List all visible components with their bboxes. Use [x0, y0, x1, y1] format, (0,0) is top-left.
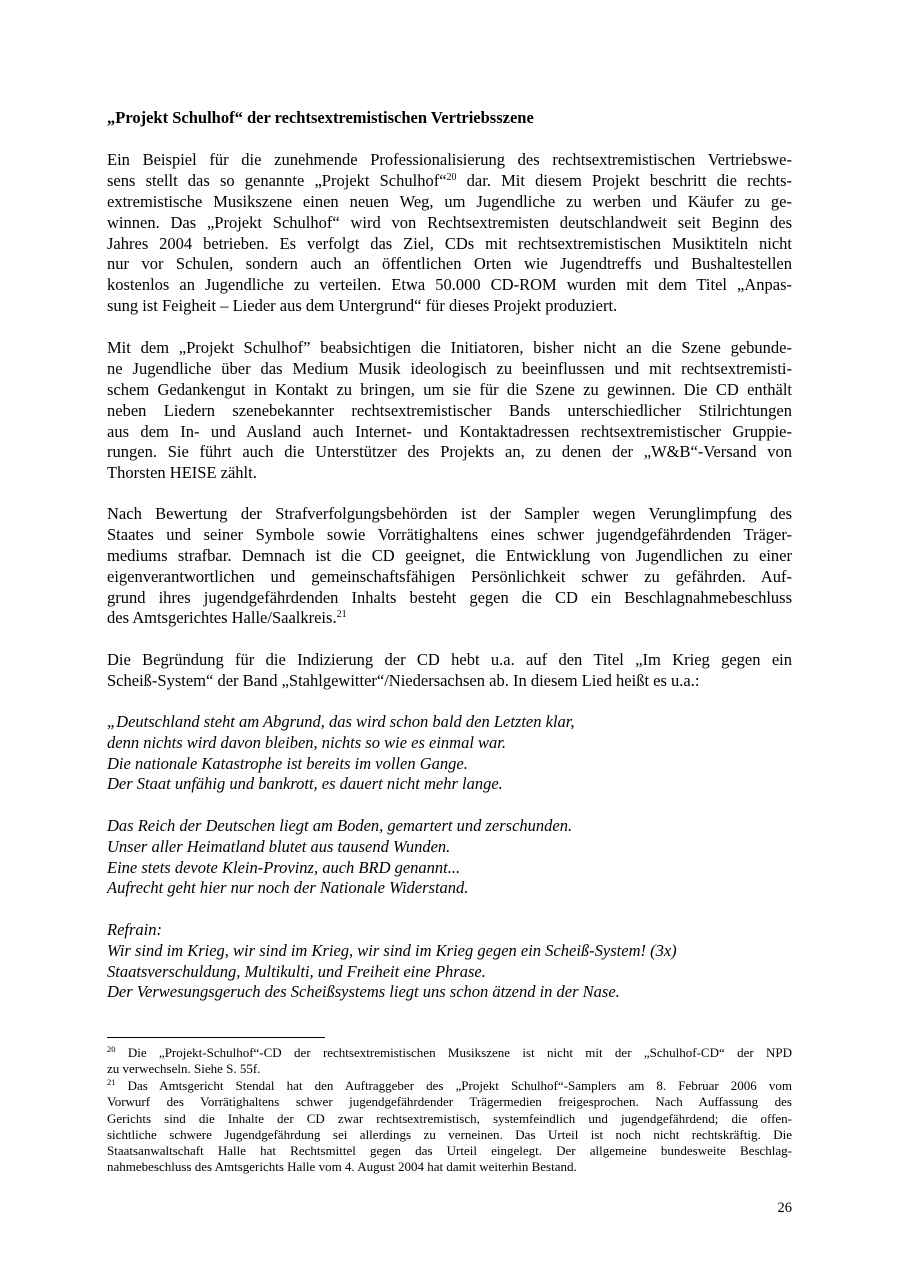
text-line: Jahres 2004 betrieben. Es verfolgt das Ziel, CDs mit rechtsextremistischen Musiktiteln nicht: [107, 233, 792, 253]
footnote-line: Vorwurf des Vorrätighaltens schwer jugendgefährdender Trägermedien freigesprochen. Nach Auffassung des: [107, 1094, 792, 1110]
paragraph-legal-assessment: [107, 504, 792, 629]
lyric-line: Der Verwesungsgeruch des Scheißsystems liegt uns schon ätzend in der Nase.: [107, 982, 620, 1002]
lyric-line: Unser aller Heimatland blutet aus tausend Wunden.: [107, 836, 451, 856]
lyric-line: Die nationale Katastrophe ist bereits im vollen Gange.: [107, 753, 468, 773]
text-line: Ein Beispiel für die zunehmende Professionalisierung des rechtsextremistischen Vertriebswe-: [107, 150, 792, 169]
text-line: grund ihres jugendgefährdenden Inhalts besteht gegen die CD ein Beschlagnahmebeschluss: [107, 587, 792, 607]
lyrics-verse-1: [107, 712, 792, 795]
lyric-line: Der Staat unfähig und bankrott, es dauert nicht mehr lange.: [107, 774, 503, 794]
text-line: [107, 608, 792, 629]
lyric-line: denn nichts wird davon bleiben, nichts so wie es einmal war.: [107, 732, 507, 752]
text-line: extremistische Musikszene einen neuen Weg, um Jugendliche zu werben und Käufer zu ge-: [107, 191, 792, 211]
lyric-line: Aufrecht geht hier nur noch der Nationale Widerstand.: [107, 878, 469, 898]
footnote-line: zu verwechseln. Siehe S. 55f.: [107, 1061, 261, 1077]
footnote-line: nahmebeschluss des Amtsgerichts Halle vom 4. August 2004 hat damit weiterhin Bestand.: [107, 1159, 577, 1175]
text-line: ne Jugendliche über das Medium Musik ideologisch zu beeinflussen und mit rechtsextremisti-: [107, 358, 792, 378]
text-line: Mit dem „Projekt Schulhof” beabsichtigen die Initiatoren, bisher nicht an die Szene gebunde-: [107, 338, 792, 357]
footnote-line: Staatsanwaltschaft Halle hat Rechtsmittel gegen das Urteil eingelegt. Der allgemeine bundesweite Beschlag-: [107, 1143, 792, 1159]
footnote-number: 20: [107, 1044, 116, 1054]
paragraph-indexing: [107, 650, 792, 692]
paragraph-initiators: [107, 338, 792, 484]
lyrics-verse-2: [107, 816, 792, 899]
footnote-ref-21[interactable]: 21: [336, 609, 347, 621]
footnote-number: 21: [107, 1077, 116, 1087]
text-line: aus dem In- und Ausland auch Internet- und Kontaktadressen rechtsextremistischer Gruppie-: [107, 421, 792, 441]
footnote-line: sichtliche schwere Jugendgefährdung sei allerdings zu verneinen. Das Urteil ist noch nicht rechtskräftig. Die: [107, 1126, 792, 1142]
text-span: sens stellt das so genannte „Projekt Schulhof“: [107, 170, 447, 190]
text-line: Die Begründung für die Indizierung der CD hebt u.a. auf den Titel „Im Krieg gegen ein: [107, 650, 792, 669]
page-number: 26: [777, 1200, 792, 1216]
text-line: Nach Bewertung der Strafverfolgungsbehörden ist der Sampler wegen Verunglimpfung des: [107, 504, 792, 523]
footnote-line: Gerichts sind die Inhalte der CD zwar rechtsextremistisch, systemfeindlich und jugendgefährdend; die offen-: [107, 1110, 792, 1126]
lyric-line: Das Reich der Deutschen liegt am Boden, gemartert und zerschunden.: [107, 816, 573, 835]
text-line: Scheiß-System“ der Band „Stahlgewitter“/Niedersachsen ab. In diesem Lied heißt es u.a.:: [107, 670, 700, 690]
footnote-line: [107, 1078, 792, 1094]
lyric-line: Wir sind im Krieg, wir sind im Krieg, wir sind im Krieg gegen ein Scheiß-System! (3x): [107, 940, 677, 960]
footnote-line: [107, 1045, 792, 1061]
text-span: Das Amtsgericht Stendal hat den Auftraggeber des „Projekt Schulhof“-Samplers am 8. Februar 2006 vom: [115, 1078, 792, 1093]
text-line: Staates und seiner Symbole sowie Vorrätighaltens eines schwer jugendgefährdenden Träger-: [107, 524, 792, 544]
text-line: kostenlos an Jugendliche zu verteilen. Etwa 50.000 CD-ROM wurden mit dem Titel „Anpas-: [107, 275, 792, 295]
text-line: eigenverantwortlichen und gemeinschaftsfähigen Persönlichkeit schwer zu gefährden. Auf-: [107, 566, 792, 586]
footnote-ref-20[interactable]: 20: [446, 171, 457, 183]
text-line: schem Gedankengut in Kontakt zu bringen, um sie für die Szene zu gewinnen. Die CD enthält: [107, 379, 792, 399]
text-line: sung ist Feigheit – Lieder aus dem Untergrund“ für dieses Projekt produziert.: [107, 296, 618, 316]
lyric-line: „Deutschland steht am Abgrund, das wird schon bald den Letzten klar,: [107, 712, 575, 731]
text-span: des Amtsgerichtes Halle/Saalkreis.: [107, 608, 337, 628]
lyrics-refrain: [107, 920, 792, 1003]
refrain-label: Refrain:: [107, 920, 162, 939]
text-line: winnen. Das „Projekt Schulhof“ wird von Rechtsextremisten deutschlandweit seit Beginn des: [107, 212, 792, 232]
text-line: mediums strafbar. Demnach ist die CD geeignet, die Entwicklung von Jugendlichen zu einer: [107, 545, 792, 565]
footnote-20: [107, 1045, 792, 1078]
text-line: Thorsten HEISE zählt.: [107, 463, 257, 483]
lyric-line: Eine stets devote Klein-Provinz, auch BRD genannt...: [107, 857, 461, 877]
text-line: neben Liedern szenebekannter rechtsextremistischer Bands unterschiedlicher Stilrichtungen: [107, 400, 792, 420]
paragraph-intro: [107, 150, 792, 317]
text-line: nur vor Schulen, sondern auch an öffentlichen Orten wie Jugendtreffs und Bushaltestellen: [107, 254, 792, 274]
text-line: [107, 171, 792, 192]
section-title: „Projekt Schulhof“ der rechtsextremistischen Vertriebsszene: [107, 108, 534, 127]
text-span: dar. Mit diesem Projekt beschritt die rechts-: [456, 170, 792, 190]
footnote-separator: [107, 1037, 325, 1038]
footnote-21: [107, 1078, 792, 1176]
text-span: Die „Projekt-Schulhof“-CD der rechtsextremistischen Musikszene ist nicht mit der „Schulhof-CD“ der NPD: [115, 1045, 792, 1060]
text-line: rungen. Sie führt auch die Unterstützer des Projekts an, zu denen der „W&B“-Versand von: [107, 442, 792, 462]
lyric-line: Staatsverschuldung, Multikulti, und Freiheit eine Phrase.: [107, 961, 486, 981]
